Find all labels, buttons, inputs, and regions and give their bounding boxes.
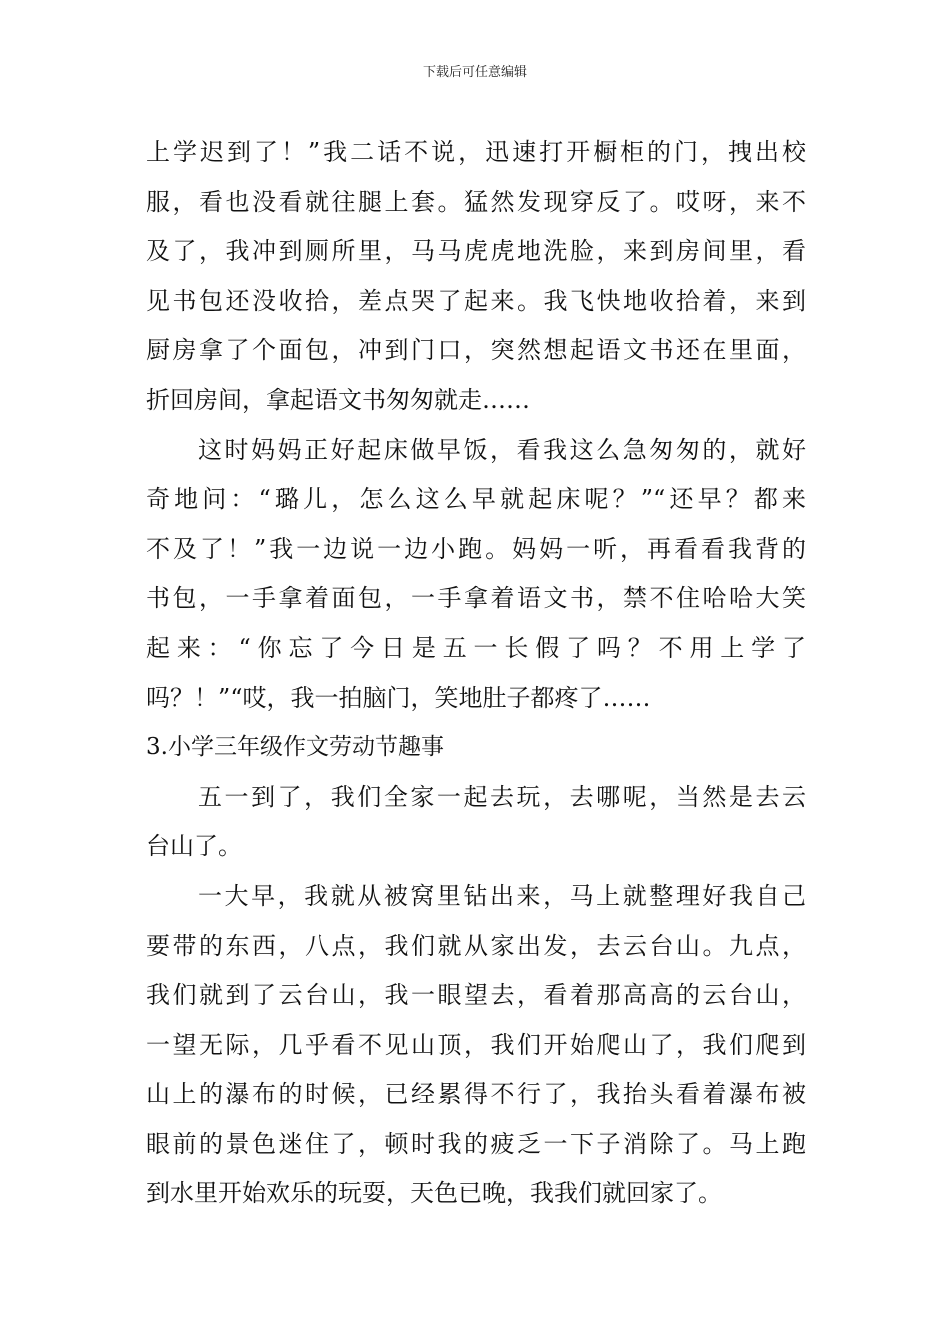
page-header: 下载后可任意编辑 <box>422 65 527 80</box>
text-line: 吗？！”“哎，我一拍脑门，笑地肚子都疼了…… <box>146 683 651 712</box>
text-line: 台山了。 <box>146 832 242 861</box>
text-line: 山上的瀑布的时候，已经累得不行了，我抬头看着瀑布被 <box>146 1080 806 1109</box>
text-line: 书包，一手拿着面包，一手拿着语文书，禁不住哈哈大笑 <box>146 584 806 613</box>
text-line: 见书包还没收拾，差点哭了起来。我飞快地收拾着，来到 <box>146 286 806 315</box>
text-line: 上学迟到了！”我二话不说，迅速打开橱柜的门，拽出校 <box>146 138 806 166</box>
text-line: 折回房间，拿起语文书匆匆就走…… <box>146 385 530 414</box>
text-line: 不及了！”我一边说一边小跑。妈妈一听，再看看我背的 <box>146 534 806 563</box>
text-line: 眼前的景色迷住了，顿时我的疲乏一下子消除了。马上跑 <box>146 1129 806 1158</box>
text-line: 到水里开始欢乐的玩耍，天色已晚，我我们就回家了。 <box>146 1179 722 1208</box>
text-line: 一望无际，几乎看不见山顶，我们开始爬山了，我们爬到 <box>146 1030 806 1059</box>
text-line: 要带的东西，八点，我们就从家出发，去云台山。九点， <box>146 931 806 960</box>
text-line: 一大早，我就从被窝里钻出来，马上就整理好我自己 <box>198 881 806 910</box>
text-line: 奇地问：“璐儿，怎么这么早就起床呢？”“还早？都来 <box>146 485 806 514</box>
text-line: 起来：“你忘了今日是五一长假了吗？不用上学了 <box>146 633 806 662</box>
text-line: 厨房拿了个面包，冲到门口，突然想起语文书还在里面， <box>146 336 806 365</box>
text-line: 这时妈妈正好起床做早饭，看我这么急匆匆的，就好 <box>198 435 806 464</box>
text-line: 我们就到了云台山，我一眼望去，看着那高高的云台山， <box>146 981 806 1010</box>
text-line: 服，看也没看就往腿上套。猛然发现穿反了。哎呀，来不 <box>146 187 806 216</box>
section-heading: 3.小学三年级作文劳动节趣事 <box>146 734 444 761</box>
text-line: 五一到了，我们全家一起去玩，去哪呢，当然是去云 <box>198 782 806 811</box>
text-line: 及了，我冲到厕所里，马马虎虎地洗脸，来到房间里，看 <box>146 237 806 266</box>
document-body <box>146 128 806 1219</box>
